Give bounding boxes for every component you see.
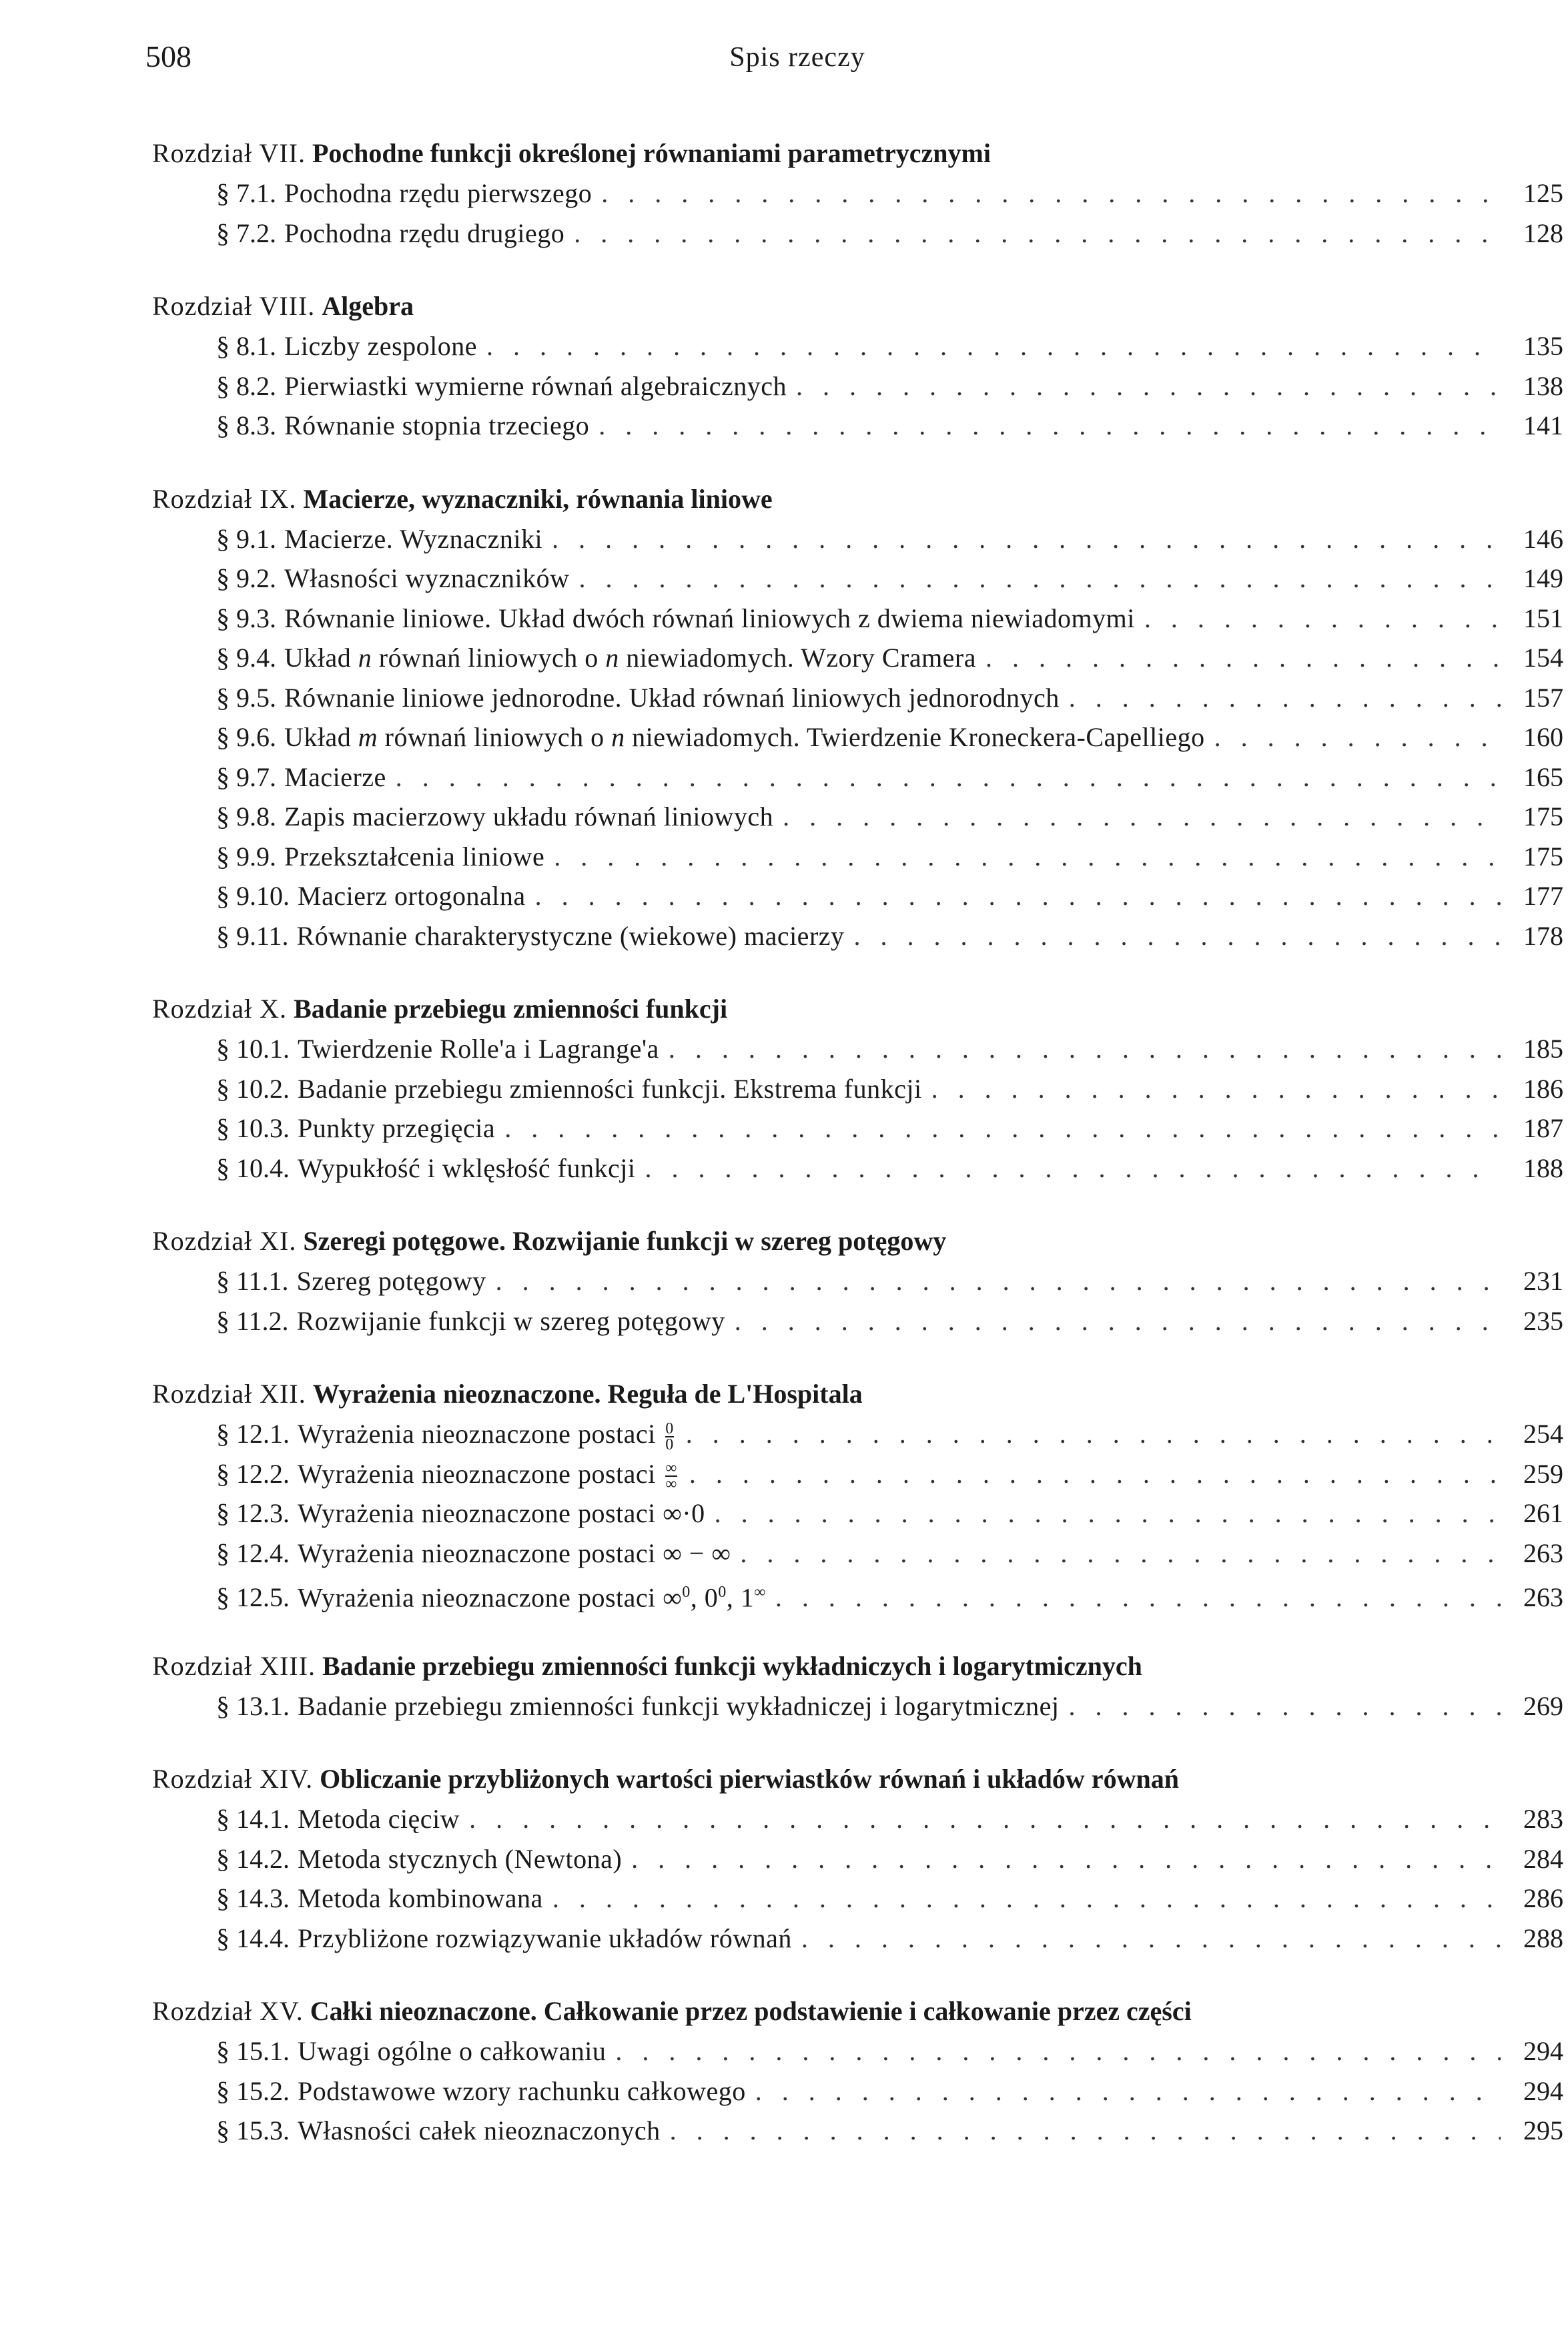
math-superscript: 0	[682, 1584, 691, 1601]
section-number: § 9.5.	[216, 682, 276, 713]
section-title	[298, 1414, 677, 1454]
toc-entry[interactable]	[152, 797, 1563, 837]
dot-leader	[740, 1534, 1501, 1574]
page-reference: 283	[1523, 1804, 1563, 1834]
section-title	[298, 1148, 635, 1189]
page-reference: 141	[1523, 410, 1563, 440]
section-number: § 14.1.	[216, 1804, 290, 1834]
section-title	[284, 559, 570, 599]
dot-leader	[783, 797, 1501, 837]
math-superscript: 0	[718, 1584, 727, 1601]
fraction-numerator: ∞	[665, 1459, 677, 1477]
toc-entry[interactable]	[152, 1454, 1563, 1494]
dot-leader	[1068, 1686, 1501, 1726]
toc-entry[interactable]	[152, 916, 1563, 956]
section-number: § 9.3.	[216, 603, 276, 633]
title-text: Metoda cięciw	[298, 1804, 460, 1834]
fraction-denominator: 0	[665, 1435, 674, 1453]
title-text: Wyrażenia nieoznaczone postaci	[298, 1458, 663, 1489]
dot-leader	[645, 1148, 1501, 1189]
section-title	[297, 1261, 486, 1301]
toc-entry[interactable]	[152, 2111, 1563, 2151]
section-title	[284, 519, 542, 559]
title-text: Przekształcenia liniowe	[284, 841, 545, 872]
dot-leader	[496, 1261, 1501, 1301]
section-title	[284, 757, 386, 797]
dot-leader	[1069, 678, 1501, 718]
section-number: § 15.3.	[216, 2115, 290, 2145]
dot-leader	[669, 1029, 1501, 1069]
section-number: § 9.9.	[216, 841, 276, 872]
toc-entry[interactable]	[152, 1686, 1563, 1726]
title-text: Liczby zespolone	[284, 331, 477, 361]
dot-leader	[601, 174, 1501, 214]
section-title	[298, 2071, 746, 2111]
toc-entry[interactable]	[152, 2031, 1563, 2071]
section-title	[284, 599, 1135, 639]
section-number: § 9.6.	[216, 722, 276, 752]
table-of-contents	[152, 133, 1563, 2184]
section-title	[284, 174, 592, 214]
section-title	[284, 638, 976, 678]
section-number: § 14.3.	[216, 1883, 290, 1913]
title-text: Wyrażenia nieoznaczone postaci ∞·0	[298, 1498, 705, 1528]
dot-leader	[554, 837, 1501, 877]
chapter-heading	[152, 989, 1563, 1029]
title-text: Własności wyznaczników	[284, 563, 570, 593]
toc-entry[interactable]	[152, 1573, 1563, 1613]
section-number: § 8.3.	[216, 410, 276, 440]
chapter-title: Macierze, wyznaczniki, równania liniowe	[303, 483, 773, 514]
title-text: Równanie charakterystyczne (wiekowe) macierzy	[296, 920, 845, 951]
toc-entry[interactable]	[152, 366, 1563, 406]
section-number: § 12.1.	[216, 1419, 290, 1449]
chapter-label: Rozdział VII.	[152, 138, 306, 168]
title-text: Metoda stycznych (Newtona)	[298, 1843, 623, 1874]
page-reference: 175	[1523, 801, 1563, 831]
page-reference: 149	[1523, 563, 1563, 593]
section-number: § 12.4.	[216, 1538, 290, 1568]
toc-entry[interactable]	[152, 1879, 1563, 1919]
title-text: Macierz ortogonalna	[298, 881, 526, 911]
toc-entry[interactable]	[152, 1148, 1563, 1189]
section-title	[298, 1573, 766, 1618]
dot-leader	[689, 1454, 1501, 1494]
page-reference: 254	[1523, 1419, 1563, 1449]
title-text: Wyrażenia nieoznaczone postaci ∞	[298, 1582, 683, 1613]
title-text: Przybliżone rozwiązywanie układów równań	[298, 1923, 792, 1953]
page-reference: 154	[1523, 643, 1563, 673]
title-text: Wyrażenia nieoznaczone postaci ∞ − ∞	[298, 1538, 731, 1568]
section-number: § 12.2.	[216, 1458, 290, 1489]
section-number: § 14.4.	[216, 1923, 290, 1953]
dot-leader	[931, 1069, 1501, 1109]
section-number: § 15.2.	[216, 2075, 290, 2106]
section-number: § 9.4.	[216, 643, 276, 673]
dot-leader	[535, 876, 1501, 916]
section-number: § 15.1.	[216, 2036, 290, 2066]
page-reference: 235	[1523, 1305, 1563, 1336]
section-number: § 12.5.	[216, 1582, 290, 1613]
chapter-section	[152, 989, 1563, 1188]
dot-leader	[1144, 599, 1501, 639]
math-variable: n	[605, 643, 619, 673]
dot-leader	[552, 1879, 1501, 1919]
chapter-heading	[152, 133, 1563, 174]
section-number: § 8.2.	[216, 370, 276, 401]
chapter-label: Rozdział XV.	[152, 1996, 304, 2026]
math-variable: n	[611, 722, 625, 752]
page-reference: 157	[1523, 682, 1563, 713]
title-text: Pierwiastki wymierne równań algebraicznych	[284, 370, 787, 401]
toc-entry[interactable]	[152, 1301, 1563, 1341]
fraction-numerator: 0	[665, 1419, 674, 1437]
section-number: § 12.3.	[216, 1498, 290, 1528]
dot-leader	[396, 757, 1501, 797]
section-number: § 10.4.	[216, 1152, 290, 1183]
page-reference: 288	[1523, 1923, 1563, 1953]
chapter-title: Szeregi potęgowe. Rozwijanie funkcji w szereg potęgowy	[303, 1226, 947, 1256]
page-reference: 186	[1523, 1073, 1563, 1104]
toc-entry[interactable]	[152, 1839, 1563, 1879]
page-reference: 295	[1523, 2115, 1563, 2145]
title-text: Zapis macierzowy układu równań liniowych	[284, 801, 774, 831]
section-title	[298, 1686, 1059, 1726]
dot-leader	[552, 519, 1501, 559]
section-number: § 9.8.	[216, 801, 276, 831]
title-text: , 0	[690, 1582, 719, 1613]
toc-entry[interactable]	[152, 1414, 1563, 1454]
section-number: § 7.2.	[216, 218, 276, 248]
section-title	[298, 2031, 606, 2071]
math-variable: n	[358, 643, 372, 673]
dot-leader	[504, 1108, 1501, 1148]
section-number: § 10.2.	[216, 1073, 290, 1104]
section-title	[297, 1301, 725, 1341]
chapter-title: Pochodne funkcji określonej równaniami parametrycznymi	[312, 138, 991, 168]
title-text: niewiadomych. Twierdzenie Kroneckera-Capelliego	[625, 722, 1205, 752]
chapter-section	[152, 1646, 1563, 1726]
title-text: równań liniowych o	[372, 643, 606, 673]
toc-entry[interactable]	[152, 678, 1563, 718]
section-number: § 9.2.	[216, 563, 276, 593]
toc-entry[interactable]	[152, 638, 1563, 678]
page-reference: 294	[1523, 2036, 1563, 2066]
toc-entry[interactable]	[152, 757, 1563, 797]
section-title	[284, 366, 787, 406]
title-text: Uwagi ogólne o całkowaniu	[298, 2036, 607, 2066]
chapter-heading	[152, 1991, 1563, 2031]
page-reference: 269	[1523, 1690, 1563, 1721]
title-text: Równanie liniowe jednorodne. Układ równań liniowych jednorodnych	[284, 682, 1060, 713]
chapter-title: Badanie przebiegu zmienności funkcji wykładniczych i logarytmicznych	[322, 1650, 1142, 1681]
section-title	[284, 326, 477, 366]
section-number: § 14.2.	[216, 1843, 290, 1874]
toc-entry[interactable]	[152, 1069, 1563, 1109]
page-reference: 294	[1523, 2075, 1563, 2106]
chapter-section	[152, 1991, 1563, 2151]
toc-entry[interactable]	[152, 1108, 1563, 1148]
title-text: Punkty przegięcia	[298, 1113, 496, 1143]
page-reference: 263	[1523, 1538, 1563, 1568]
dot-leader	[615, 2031, 1501, 2071]
chapter-title: Badanie przebiegu zmienności funkcji	[294, 994, 728, 1024]
section-title	[298, 1534, 731, 1574]
dot-leader	[686, 1414, 1501, 1454]
chapter-label: Rozdział VIII.	[152, 291, 316, 321]
section-title	[298, 1879, 543, 1919]
page-reference: 128	[1523, 218, 1563, 248]
section-number: § 10.3.	[216, 1113, 290, 1143]
chapter-section	[152, 1221, 1563, 1341]
fraction-denominator: ∞	[665, 1475, 677, 1493]
dot-leader	[599, 406, 1501, 446]
toc-entry[interactable]	[152, 1919, 1563, 1959]
chapter-section	[152, 133, 1563, 253]
page-reference: 146	[1523, 523, 1563, 554]
dot-leader	[986, 638, 1501, 678]
page-reference: 286	[1523, 1883, 1563, 1913]
chapter-label: Rozdział XI.	[152, 1226, 297, 1256]
math-fraction	[665, 1421, 674, 1452]
toc-entry[interactable]	[152, 519, 1563, 559]
title-text: Macierze. Wyznaczniki	[284, 523, 543, 554]
chapter-heading	[152, 1374, 1563, 1414]
section-title	[298, 1919, 792, 1959]
toc-entry[interactable]	[152, 326, 1563, 366]
chapter-heading	[152, 286, 1563, 326]
section-title	[298, 1029, 659, 1069]
title-text: Układ	[284, 643, 358, 673]
section-title	[298, 1069, 922, 1109]
section-number: § 9.11.	[216, 920, 289, 951]
chapter-label: Rozdział X.	[152, 994, 288, 1024]
dot-leader	[486, 326, 1501, 366]
toc-entry[interactable]	[152, 1799, 1563, 1839]
toc-entry[interactable]	[152, 1493, 1563, 1534]
title-text: niewiadomych. Wzory Cramera	[619, 643, 977, 673]
dot-leader	[469, 1799, 1501, 1839]
section-title	[298, 1454, 680, 1494]
chapter-label: Rozdział IX.	[152, 483, 297, 514]
title-text: Podstawowe wzory rachunku całkowego	[298, 2075, 746, 2106]
math-superscript: ∞	[754, 1584, 766, 1601]
toc-entry[interactable]	[152, 1534, 1563, 1574]
section-title	[298, 876, 526, 916]
chapter-label: Rozdział XIV.	[152, 1764, 314, 1794]
section-title	[297, 916, 845, 956]
chapter-heading	[152, 1646, 1563, 1686]
section-number: § 11.1.	[216, 1266, 289, 1296]
section-number: § 9.1.	[216, 523, 276, 554]
title-text: Metoda kombinowana	[298, 1883, 543, 1913]
section-number: § 9.10.	[216, 881, 290, 911]
dot-leader	[755, 2071, 1501, 2111]
section-title	[298, 1493, 705, 1534]
chapter-section	[152, 286, 1563, 446]
chapter-label: Rozdział XIII.	[152, 1650, 316, 1681]
page-reference: 151	[1523, 603, 1563, 633]
dot-leader	[775, 1578, 1501, 1618]
toc-entry[interactable]	[152, 717, 1563, 757]
toc-entry[interactable]	[152, 559, 1563, 599]
page-reference: 165	[1523, 761, 1563, 792]
dot-leader	[631, 1839, 1501, 1879]
toc-entry[interactable]	[152, 837, 1563, 877]
page-reference: 261	[1523, 1498, 1563, 1528]
title-text: Równanie stopnia trzeciego	[284, 410, 590, 440]
section-number: § 13.1.	[216, 1690, 290, 1721]
section-title	[298, 2111, 661, 2151]
dot-leader	[574, 214, 1501, 254]
page-reference: 177	[1523, 881, 1563, 911]
section-number: § 8.1.	[216, 331, 276, 361]
page-reference: 263	[1523, 1582, 1563, 1613]
page-number: 508	[145, 39, 191, 73]
title-text: Badanie przebiegu zmienności funkcji wykładniczej i logarytmicznej	[298, 1690, 1060, 1721]
section-title	[298, 1839, 622, 1879]
title-text: Pochodna rzędu pierwszego	[284, 178, 593, 208]
page-reference: 175	[1523, 841, 1563, 872]
chapter-heading	[152, 1759, 1563, 1799]
section-title	[284, 406, 589, 446]
chapter-heading	[152, 1221, 1563, 1261]
toc-entry[interactable]	[152, 599, 1563, 639]
page-reference: 188	[1523, 1152, 1563, 1183]
chapter-title: Algebra	[322, 291, 414, 321]
running-title: Spis rzeczy	[729, 42, 865, 73]
section-number: § 10.1.	[216, 1034, 290, 1064]
toc-entry[interactable]	[152, 1029, 1563, 1069]
page-reference: 259	[1523, 1458, 1563, 1489]
title-text: , 1	[726, 1582, 755, 1613]
page-reference: 178	[1523, 920, 1563, 951]
title-text: równań liniowych o	[378, 722, 612, 752]
chapter-label: Rozdział XII.	[152, 1379, 306, 1409]
title-text: Wyrażenia nieoznaczone postaci	[298, 1419, 663, 1449]
chapter-title: Całki nieoznaczone. Całkowanie przez podstawienie i całkowanie przez części	[310, 1996, 1192, 2026]
title-text: Układ	[284, 722, 358, 752]
section-number: § 11.2.	[216, 1305, 289, 1336]
dot-leader	[670, 2111, 1501, 2151]
chapter-section	[152, 1374, 1563, 1613]
math-variable: m	[358, 722, 378, 752]
page-reference: 138	[1523, 370, 1563, 401]
page-reference: 185	[1523, 1034, 1563, 1064]
toc-entry[interactable]	[152, 406, 1563, 446]
section-number: § 7.1.	[216, 178, 276, 208]
page-reference: 231	[1523, 1266, 1563, 1296]
dot-leader	[579, 559, 1501, 599]
chapter-title: Wyrażenia nieoznaczone. Reguła de L'Hospitala	[312, 1379, 863, 1409]
math-fraction	[665, 1461, 677, 1491]
toc-entry[interactable]	[152, 174, 1563, 214]
page-reference: 135	[1523, 331, 1563, 361]
section-title	[284, 717, 1205, 757]
title-text: Macierze	[284, 761, 386, 792]
dot-leader	[715, 1493, 1501, 1534]
page-reference: 160	[1523, 722, 1563, 752]
title-text: Równanie liniowe. Układ dwóch równań liniowych z dwiema niewiadomymi	[284, 603, 1135, 633]
section-title	[284, 678, 1060, 718]
dot-leader	[1214, 717, 1501, 757]
section-title	[284, 837, 544, 877]
section-title	[284, 214, 564, 254]
title-text: Twierdzenie Rolle'a i Lagrange'a	[298, 1034, 659, 1064]
toc-entry[interactable]	[152, 1261, 1563, 1301]
dot-leader	[796, 366, 1501, 406]
toc-entry[interactable]	[152, 2071, 1563, 2111]
toc-entry[interactable]	[152, 876, 1563, 916]
title-text: Rozwijanie funkcji w szereg potęgowy	[296, 1305, 725, 1336]
page-reference: 284	[1523, 1843, 1563, 1874]
chapter-section	[152, 479, 1563, 956]
chapter-heading	[152, 479, 1563, 519]
page-reference: 125	[1523, 178, 1563, 208]
section-number: § 9.7.	[216, 761, 276, 792]
chapter-title: Obliczanie przybliżonych wartości pierwiastków równań i układów równań	[320, 1764, 1179, 1794]
page-reference: 187	[1523, 1113, 1563, 1143]
dot-leader	[854, 916, 1501, 956]
dot-leader	[735, 1301, 1501, 1341]
title-text: Szereg potęgowy	[296, 1266, 486, 1296]
dot-leader	[801, 1919, 1501, 1959]
section-title	[298, 1108, 495, 1148]
title-text: Badanie przebiegu zmienności funkcji. Ekstrema funkcji	[298, 1073, 922, 1104]
section-title	[298, 1799, 460, 1839]
chapter-section	[152, 1759, 1563, 1958]
toc-entry[interactable]	[152, 214, 1563, 254]
title-text: Wypukłość i wklęsłość funkcji	[298, 1152, 636, 1183]
title-text: Własności całek nieoznaczonych	[298, 2115, 661, 2145]
section-title	[284, 797, 773, 837]
title-text: Pochodna rzędu drugiego	[284, 218, 565, 248]
